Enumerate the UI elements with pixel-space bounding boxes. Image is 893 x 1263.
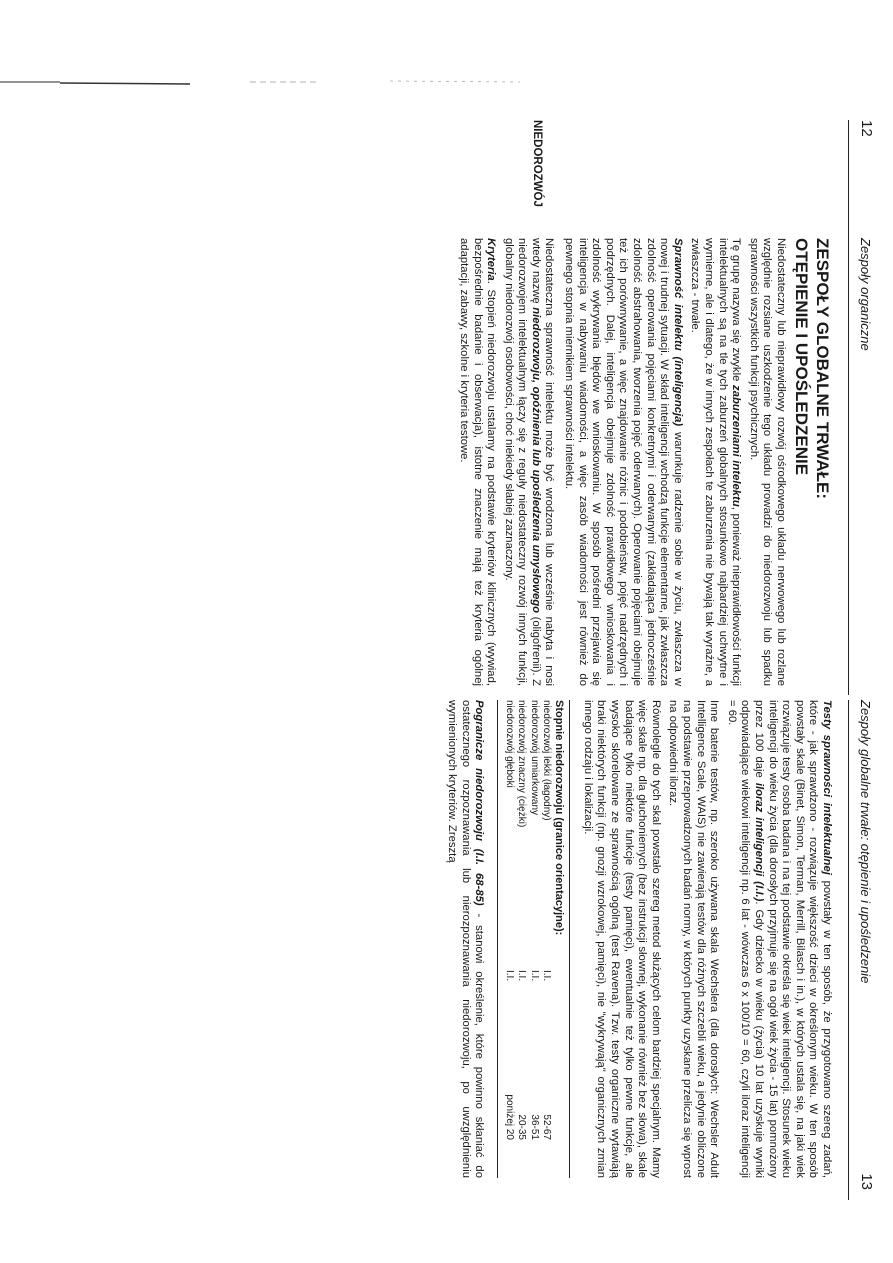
left-page bbox=[0, 120, 893, 695]
header-rule bbox=[848, 700, 849, 1200]
table-cell-range: 20-35 bbox=[516, 1114, 528, 1140]
term-testy: Testy sprawności intelektualnej bbox=[821, 700, 833, 875]
paragraph-skale: Równolegle do tych skal powstało szereg metod służących celom bardziej specjalnym. Mamy więc skale np. dla głuchoniemych (bez instrukcji słownej, wykonanie również bez słowa), skale badające tylko niektóre funkcje (testy pamięci), ewentualnie też tylko pewne funkcje, ale wysoko skorelowane ze sprawnością ogólną (test Ravena). Tzw. testy organiczne wytawiają braki niektórych funkcji (np. gnozji wzrokowej, pamięci), nie "wykrywają" organicznych zmian innego rodzaju i lokalizacji. bbox=[581, 700, 662, 1178]
paragraph-kryteria bbox=[456, 238, 497, 686]
text-span: . Gdy dziecko w wieku (życia) 10 lat uzyskuje wyniki odpowiadające wiekowi inteligencji np. 6 lat - wówczas 6 x 100/10 = 60, czyli iloraz inteligencji = 60. bbox=[725, 700, 766, 1178]
header-rule bbox=[848, 120, 849, 695]
text-span: , ponieważ nieprawidłowości funkcji intelektualnych są na tle tych zaburzeń globalnych stosunkowo najbardziej uchwytne i wymierne, ale i dlatego, że w innych zespołach te zaburzenia nie bywają tak wyraźne, a zwłaszcza - trwałe. bbox=[689, 238, 743, 687]
text-span: (oligofrenii). Z niedorozwojem intelektualnym łączy się z reguły niedostateczny rozwój innych funkcji, globalny niedorozwój osobowości, choć niekiedy słabiej zaznaczony. bbox=[502, 238, 542, 686]
page-number: 12 bbox=[858, 120, 875, 137]
term-kryteria: Kryteria bbox=[485, 238, 498, 281]
paragraph-testy bbox=[724, 700, 833, 1178]
paragraph-inteligencja bbox=[562, 238, 684, 686]
left-page-header bbox=[849, 120, 875, 695]
table-row bbox=[540, 700, 553, 1178]
table-cell-name: niedorozwój lekki (łagodny) bbox=[541, 700, 553, 821]
table-title: Stopnie niedorozwoju (granice orientacyjne): bbox=[553, 700, 566, 936]
left-main-column bbox=[452, 238, 833, 686]
paragraph-pogranicze bbox=[445, 700, 486, 1178]
table-cell-range: 52-67 bbox=[541, 1114, 553, 1140]
term-niedorozwoj: niedorozwoju, opóźnienia lub upośledzenia umysłowego bbox=[529, 307, 542, 614]
term-iloraz: iloraz inteligencji (I.I.) bbox=[753, 782, 766, 902]
right-main-column bbox=[441, 700, 833, 1178]
table-cell-abbr: I.I. bbox=[528, 970, 540, 982]
right-page bbox=[0, 700, 893, 1200]
table-row bbox=[515, 700, 528, 1178]
running-title: Zespoły globalne trwałe: otępienie i upośledzenie bbox=[858, 700, 873, 984]
table-row bbox=[502, 700, 515, 1178]
text-span: powstały w ten sposób, że przygotowano szereg zadań, które - jak sprawdzono - rozwiązuje większość dzieci w określonym wieku. W ten sposób powstały skale (Binet, Simon, Terman, Merrill, Bilasch i in.), w których ustala się, na jaki wiek rozwiązuje testy osoba badana i na tej podstawie określa się wiek inteligencji. Stosunek wieku inteligencji do wieku życia (dla dorosłych przyjmuje się na ogół wiek życia - 15 lat) pomnożony przez 100 daje bbox=[753, 700, 833, 1178]
text-span: Niedostateczna sprawność intelektu może być wrodzona lub wcześnie nabyta i nosi wtedy nazwę bbox=[529, 238, 556, 686]
text-span: . Stopień niedorozwoju ustalamy na podstawie kryteriów klinicznych (wywiad, bezpośrednie badanie i obserwacja), istotne znaczenie mają też kryteria ogólnej adaptacji, zabawy, szkolne i kryteria testowe. bbox=[457, 238, 498, 686]
table-cell-abbr: I.I. bbox=[541, 970, 553, 982]
table-cell-range: poniżej 20 bbox=[503, 1094, 515, 1140]
paragraph-group bbox=[688, 238, 742, 686]
chapter-heading-line2: OTĘPIENIE I UPOŚLEDZENIE bbox=[792, 238, 811, 476]
paragraph-niedorozwoj bbox=[501, 238, 555, 686]
term-pogranicze: Pogranicze niedorozwoju (I.I. 68-85) bbox=[473, 700, 486, 906]
table-cell-abbr: I.I. bbox=[503, 970, 515, 982]
page-number: 13 bbox=[858, 1173, 875, 1190]
table-cell-range: 36-51 bbox=[528, 1114, 540, 1140]
running-title: Zespoły organiczne bbox=[858, 238, 873, 351]
chapter-heading-line1: ZESPOŁY GLOBALNE TRWAŁE: bbox=[813, 238, 832, 499]
term-sprawnosc-intelektu: Sprawność intelektu (inteligencja) bbox=[671, 238, 684, 427]
table-cell-name: niedorozwój znaczny (ciężki) bbox=[516, 700, 528, 828]
term-zaburzenia-intelektu: zaburzeniami intelektu bbox=[730, 385, 743, 507]
text-span: - stanowi określenie, które powinno skłaniać do ostatecznego rozpoznawania lub nierozpoznawania niedorozwoju, po uwzględnieniu wymienionych kryteriów. Zresztą bbox=[446, 700, 486, 1178]
table-cell-name: niedorozwój umiarkowany bbox=[528, 700, 540, 816]
text-span: Tę grupę nazywa się zwykle bbox=[730, 238, 743, 386]
right-page-header bbox=[849, 700, 875, 1200]
text-span: warunkuje radzenie sobie w życiu, zwłaszcza w nowej i trudnej sytuacji. W skład inteligencji wchodzą funkcje elementarne, jak zwłaszcza zdolność operowania pojęciami konkretnymi i oderwanymi (zakładająca jednocześnie zdolność abstrahowania, tworzenia pojęć oderwanych). Operowanie pojęciami obejmuje też ich porównywanie, a więc znajdowanie różnic i podobieństw, pojęć nadrzędnych i podrzędnych. Dalej, inteligencja obejmuje zdolność prawidłowego wnioskowania i zdolność wykrywania błędów we wnioskowaniu. W sposób pośredni przejawia się inteligencja w nabywaniu wiadomości, a więc zasób wiadomości jest również do pewnego stopnia miernikiem sprawności intelektu. bbox=[563, 238, 684, 686]
table-cell-name: niedorozwój głęboki bbox=[503, 700, 515, 788]
paragraph-wechsler: Inne baterie testów, np. szeroko używana skala Wechslera (dla dorosłych: Wechsler Adult Intelligence Scale, WAIS) nie zawierają testów dla różnych szczebli wieku, a jedynie obliczone na podstawie przeprowadzonych badań normy, w których punkty uzyskane przelicza się wprost na odpowiedni iloraz. bbox=[667, 700, 721, 1178]
side-label-niedorozwoj: NIEDOROZWÓJ bbox=[531, 120, 543, 207]
degrees-table bbox=[497, 700, 570, 1178]
paragraph-intro: Niedostateczny lub nieprawidłowy rozwój ośrodkowego układu nerwowego lub rozlane względnie rozsiane uszkodzenie tego układu prowadzi do niedorozwoju lub spadku sprawności wszystkich funkcji psychicznych. bbox=[747, 238, 787, 686]
table-cell-abbr: I.I. bbox=[516, 970, 528, 982]
table-row bbox=[527, 700, 540, 1178]
